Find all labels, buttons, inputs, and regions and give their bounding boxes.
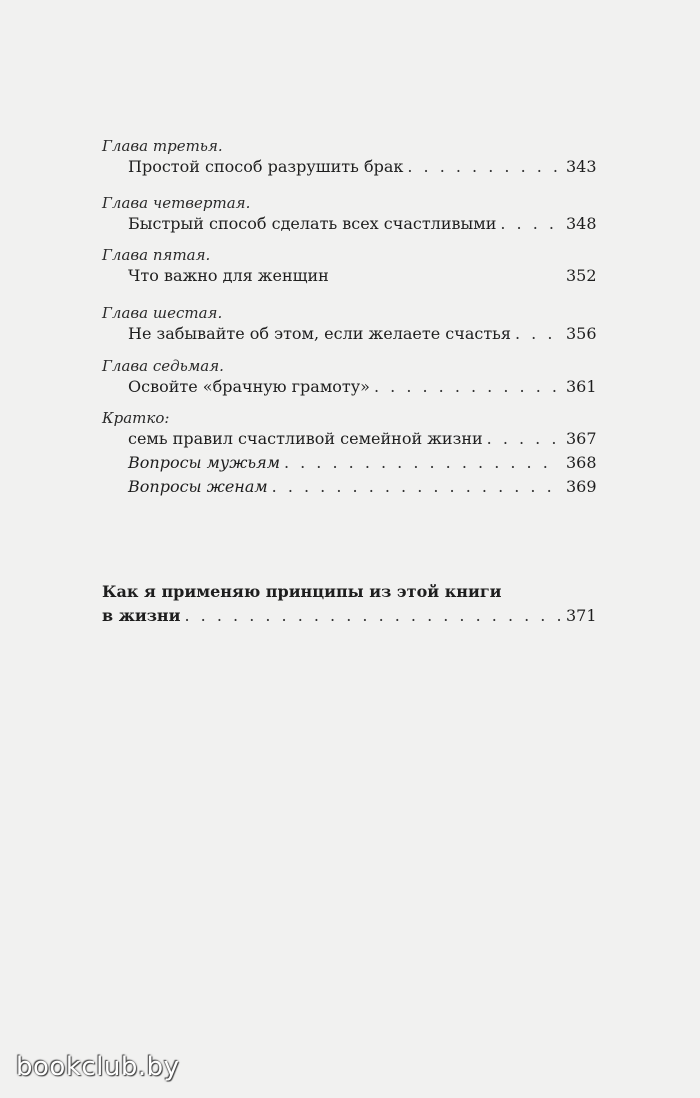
page-number: 369 <box>566 477 597 496</box>
page-number: 356 <box>566 324 597 343</box>
page-number: 343 <box>566 157 597 176</box>
section-title-line-1: Как я применяю принципы из этой книги <box>102 582 502 601</box>
page-number: 361 <box>566 377 597 396</box>
page-number: 348 <box>566 214 597 233</box>
page-number: 367 <box>566 429 597 448</box>
toc-entry-chapter-5[interactable] <box>102 246 597 305</box>
dot-leader <box>487 427 560 451</box>
toc-entry-chapter-4[interactable] <box>102 194 597 247</box>
toc-summary <box>102 409 597 499</box>
dot-leader <box>407 155 560 179</box>
toc-entry-questions-husbands[interactable] <box>102 451 597 475</box>
chapter-title: Простой способ разрушить брак <box>128 157 404 176</box>
dot-leader <box>374 375 560 399</box>
page-number: 371 <box>566 606 597 625</box>
chapter-label: Глава третья. <box>102 137 223 155</box>
page-number: 352 <box>566 266 597 285</box>
summary-heading: Кратко: <box>102 409 170 427</box>
dot-leader <box>500 212 560 236</box>
summary-item-title: семь правил счастливой семейной жизни <box>128 429 483 448</box>
chapter-title: Освойте «брачную грамоту» <box>128 377 370 396</box>
chapter-title: Что важно для женщин <box>128 266 329 285</box>
chapter-title: Быстрый способ сделать всех счастливыми <box>128 214 497 233</box>
dot-leader <box>515 322 560 346</box>
watermark: bookclub.by <box>16 1052 180 1082</box>
table-of-contents <box>102 137 597 499</box>
dot-leader <box>272 475 560 499</box>
section-title-line-2: в жизни <box>102 606 181 625</box>
toc-entry-questions-wives[interactable] <box>102 475 597 499</box>
chapter-label: Глава седьмая. <box>102 357 224 375</box>
chapter-label: Глава шестая. <box>102 304 223 322</box>
summary-item-title: Вопросы женам <box>128 477 268 496</box>
toc-entry-section[interactable] <box>102 580 597 628</box>
summary-item-title: Вопросы мужьям <box>128 453 280 472</box>
toc-entry-summary-rules[interactable] <box>102 427 597 451</box>
toc-entry-chapter-7[interactable] <box>102 357 597 410</box>
page-number: 368 <box>566 453 597 472</box>
chapter-title: Не забывайте об этом, если желаете счастья <box>128 324 511 343</box>
chapter-label: Глава пятая. <box>102 246 211 264</box>
dot-leader <box>185 604 561 628</box>
chapter-label: Глава четвертая. <box>102 194 251 212</box>
toc-entry-chapter-6[interactable] <box>102 304 597 358</box>
toc-entry-chapter-3[interactable] <box>102 137 597 195</box>
dot-leader <box>284 451 560 475</box>
